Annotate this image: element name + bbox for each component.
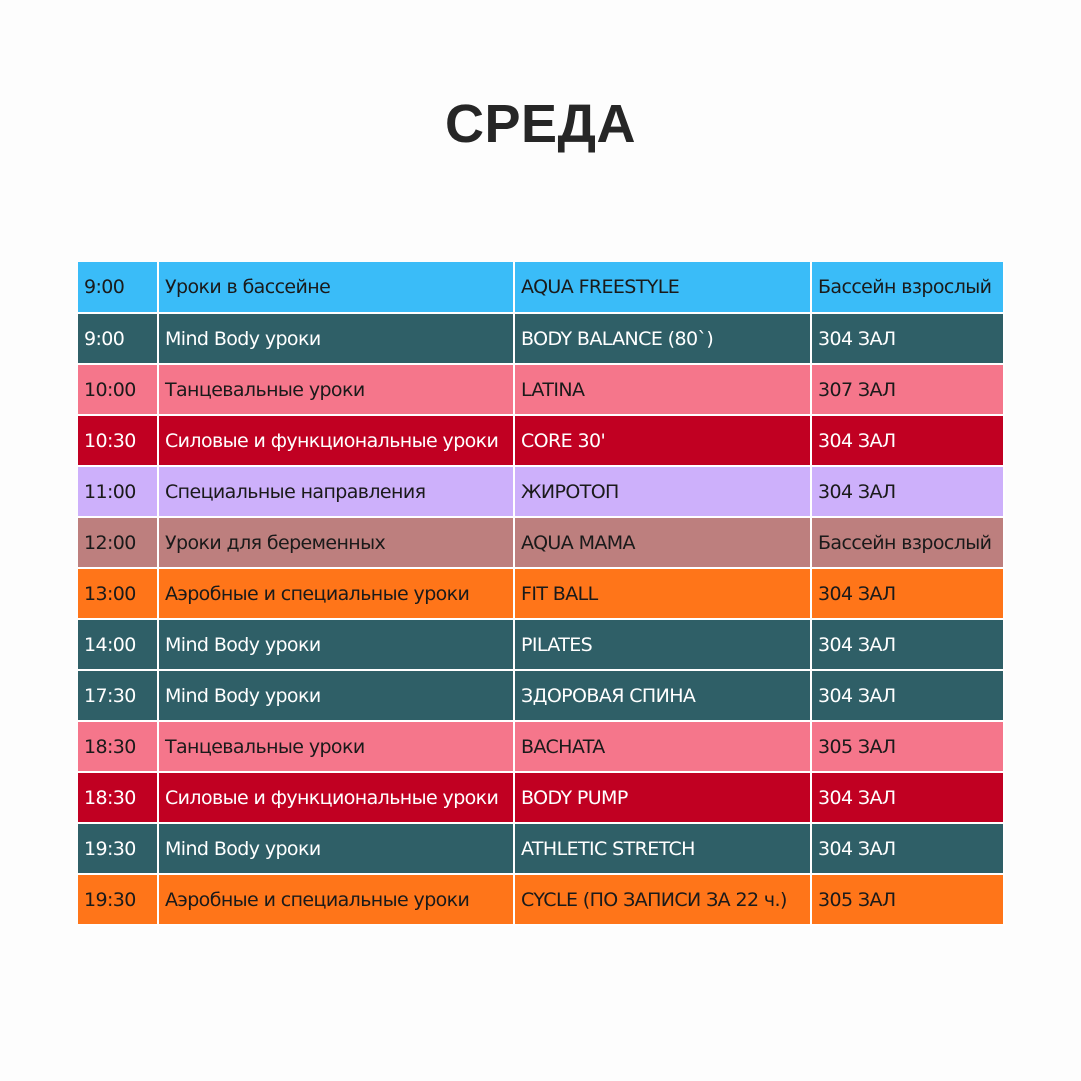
class-name-cell: BODY PUMP — [514, 772, 811, 823]
room-cell: 304 ЗАЛ — [811, 772, 1004, 823]
table-row — [78, 823, 1004, 874]
time-cell: 10:30 — [78, 415, 158, 466]
table-row — [78, 619, 1004, 670]
time-cell: 18:30 — [78, 772, 158, 823]
room-cell: 304 ЗАЛ — [811, 823, 1004, 874]
room-cell: 304 ЗАЛ — [811, 568, 1004, 619]
table-row — [78, 313, 1004, 364]
table-row — [78, 670, 1004, 721]
category-cell: Танцевальные уроки — [158, 364, 514, 415]
class-name-cell: CORE 30' — [514, 415, 811, 466]
category-cell: Аэробные и специальные уроки — [158, 568, 514, 619]
category-cell: Танцевальные уроки — [158, 721, 514, 772]
category-cell: Mind Body уроки — [158, 313, 514, 364]
room-cell: 304 ЗАЛ — [811, 313, 1004, 364]
schedule-table — [78, 262, 1005, 926]
category-cell: Mind Body уроки — [158, 670, 514, 721]
table-row — [78, 262, 1004, 313]
time-cell: 18:30 — [78, 721, 158, 772]
category-cell: Уроки в бассейне — [158, 262, 514, 313]
table-row — [78, 874, 1004, 925]
category-cell: Специальные направления — [158, 466, 514, 517]
table-row — [78, 721, 1004, 772]
category-cell: Уроки для беременных — [158, 517, 514, 568]
class-name-cell: AQUA MAMA — [514, 517, 811, 568]
class-name-cell: PILATES — [514, 619, 811, 670]
category-cell: Силовые и функциональные уроки — [158, 772, 514, 823]
room-cell: 304 ЗАЛ — [811, 670, 1004, 721]
category-cell: Силовые и функциональные уроки — [158, 415, 514, 466]
time-cell: 14:00 — [78, 619, 158, 670]
room-cell: 307 ЗАЛ — [811, 364, 1004, 415]
time-cell: 10:00 — [78, 364, 158, 415]
time-cell: 13:00 — [78, 568, 158, 619]
time-cell: 17:30 — [78, 670, 158, 721]
schedule-body — [78, 262, 1004, 925]
room-cell: 304 ЗАЛ — [811, 466, 1004, 517]
category-cell: Mind Body уроки — [158, 619, 514, 670]
class-name-cell: LATINA — [514, 364, 811, 415]
table-row — [78, 364, 1004, 415]
room-cell: 304 ЗАЛ — [811, 619, 1004, 670]
time-cell: 9:00 — [78, 313, 158, 364]
time-cell: 19:30 — [78, 874, 158, 925]
table-row — [78, 772, 1004, 823]
time-cell: 19:30 — [78, 823, 158, 874]
table-row — [78, 568, 1004, 619]
table-row — [78, 517, 1004, 568]
time-cell: 11:00 — [78, 466, 158, 517]
class-name-cell: CYCLE (ПО ЗАПИСИ ЗА 22 ч.) — [514, 874, 811, 925]
room-cell: 305 ЗАЛ — [811, 721, 1004, 772]
table-row — [78, 415, 1004, 466]
class-name-cell: BODY BALANCE (80`) — [514, 313, 811, 364]
room-cell: 304 ЗАЛ — [811, 415, 1004, 466]
time-cell: 9:00 — [78, 262, 158, 313]
page-title: СРЕДА — [445, 94, 636, 154]
time-cell: 12:00 — [78, 517, 158, 568]
class-name-cell: ЖИРОТОП — [514, 466, 811, 517]
room-cell: Бассейн взрослый — [811, 517, 1004, 568]
class-name-cell: AQUA FREESTYLE — [514, 262, 811, 313]
room-cell: 305 ЗАЛ — [811, 874, 1004, 925]
table-row — [78, 466, 1004, 517]
class-name-cell: BACHATA — [514, 721, 811, 772]
room-cell: Бассейн взрослый — [811, 262, 1004, 313]
class-name-cell: ЗДОРОВАЯ СПИНА — [514, 670, 811, 721]
class-name-cell: ATHLETIC STRETCH — [514, 823, 811, 874]
class-name-cell: FIT BALL — [514, 568, 811, 619]
category-cell: Аэробные и специальные уроки — [158, 874, 514, 925]
category-cell: Mind Body уроки — [158, 823, 514, 874]
